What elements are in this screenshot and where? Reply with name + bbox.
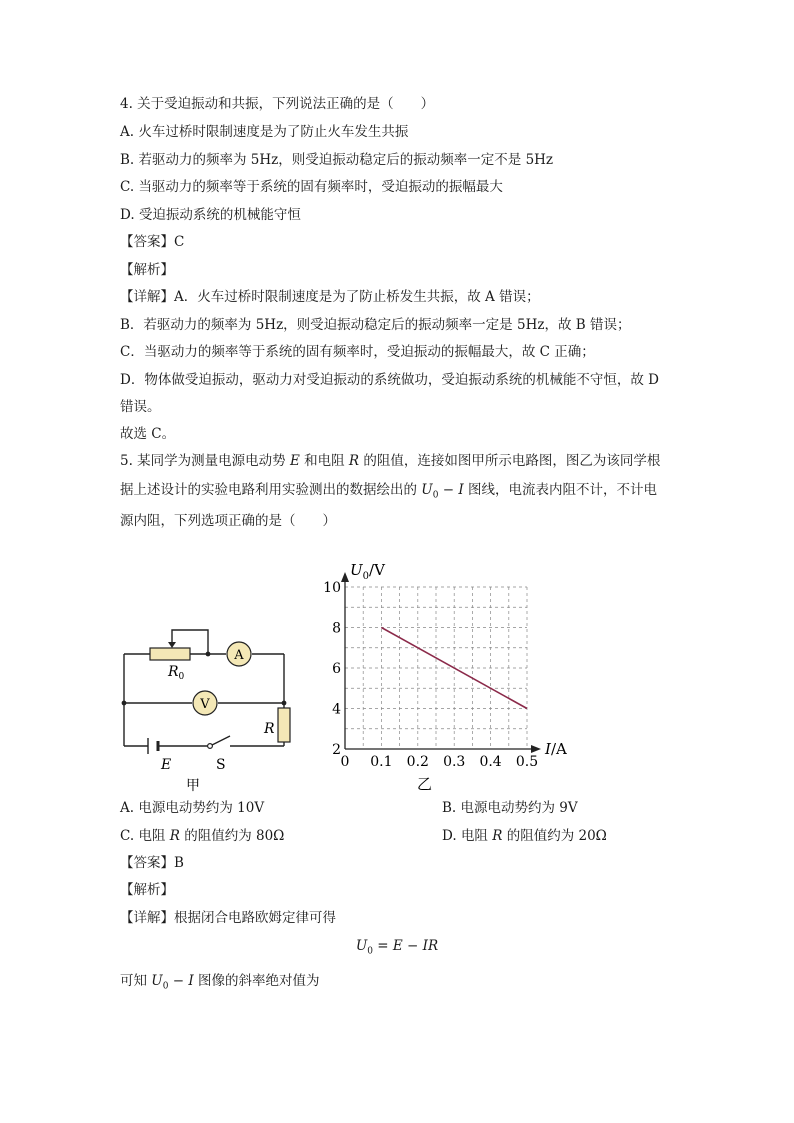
y-tick-label: 2 <box>332 742 341 758</box>
y-axis-arrow <box>341 572 349 582</box>
q5-detail-line: 可知 $U_0 - I$ 图像的斜率绝对值为 <box>120 973 320 992</box>
detail-text: A．火车过桥时限制速度是为了防止桥发生共振，故 A 错误； <box>174 289 540 305</box>
q4-option-b <box>120 151 553 169</box>
q5-answer: 【答案】B <box>120 855 184 871</box>
x-axis-label: I/A <box>545 740 567 758</box>
switch-lever <box>212 736 230 745</box>
switch-contact <box>208 744 213 749</box>
option-text: 当驱动力的频率等于系统的固有频率时，受迫振动的振幅最大 <box>138 179 503 195</box>
e-label: E <box>161 757 172 773</box>
y-tick-label: 4 <box>332 701 341 718</box>
answer-value: C <box>174 234 185 250</box>
junction-dot <box>282 701 287 706</box>
q4-option-c <box>120 178 503 196</box>
x-tick-label: 0.1 <box>370 754 393 770</box>
q4-analysis-tag: 【解析】 <box>120 262 174 278</box>
x-tick-label: 0.3 <box>443 754 466 770</box>
q5-detail-line: 【详解】根据闭合电路欧姆定律可得 <box>120 910 336 926</box>
q5-equation: $U_0 = E$ − IR <box>355 938 439 957</box>
q4-detail-line <box>120 288 540 306</box>
resistor-r <box>278 708 290 742</box>
x-tick-label: 0.2 <box>406 754 429 770</box>
q4-option-d <box>120 206 301 224</box>
option-label: C. <box>120 179 135 195</box>
q5-stem-line: 源内阻，下列选项正确的是（ ） <box>120 513 336 529</box>
option-text: 若驱动力的频率为 5Hz，则受迫振动稳定后的振动频率一定不是 5Hz <box>138 152 554 168</box>
detail-tag: 【详解】 <box>120 289 174 305</box>
option-label: A. <box>120 124 135 140</box>
q5-option-b: B. 电源电动势约为 9V <box>442 800 578 816</box>
y-tick-label: 6 <box>332 661 341 677</box>
answer-tag: 【答案】 <box>120 234 174 250</box>
q5-analysis-tag: 【解析】 <box>120 882 174 898</box>
q4-stem: 4. 关于受迫振动和共振，下列说法正确的是（ ） <box>120 96 435 112</box>
circuit-diagram <box>110 620 310 800</box>
u0-i-chart <box>310 555 580 805</box>
option-text: 受迫振动系统的机械能守恒 <box>138 207 301 223</box>
q4-detail-line: C．当驱动力的频率等于系统的固有频率时，受迫振动的振幅最大，故 C 正确； <box>120 344 595 360</box>
junction-dot <box>122 701 127 706</box>
x-tick-label: 0.4 <box>479 754 502 770</box>
r-label: R <box>264 721 275 737</box>
x-tick-label: 0.5 <box>515 754 539 770</box>
q4-detail-line: B．若驱动力的频率为 5Hz，则受迫振动稳定后的振动频率一定是 5Hz，故 B 错误； <box>120 317 631 333</box>
s-label: S <box>216 757 226 773</box>
x-axis-arrow <box>531 745 541 753</box>
figure-a-caption: 甲 <box>186 778 200 794</box>
option-label: D. <box>120 207 135 223</box>
q5-stem-line: 据上述设计的实验电路利用实验测出的数据绘出的 $U_0 - I$ 图线，电流表内阻不计，不计电 <box>120 482 657 501</box>
q4-detail-line: 错误。 <box>120 399 161 415</box>
q5-option-a: A. 电源电动势约为 10V <box>120 800 265 816</box>
y-axis-label: $U_0/V$ <box>350 561 385 582</box>
rheostat-slider-arrow <box>168 642 176 648</box>
y-tick-label: 8 <box>332 620 341 637</box>
q4-conclusion: 故选 C。 <box>120 426 176 442</box>
y-tick-label: 10 <box>323 580 341 596</box>
junction-dot <box>206 652 211 657</box>
figure-b-caption: 乙 <box>417 775 433 793</box>
r0-label: $R_0$ <box>168 664 185 682</box>
ammeter-label: A <box>234 648 244 663</box>
q5-stem-line: 5. 某同学为测量电源电动势 E 和电阻 R 的阻值，连接如图甲所示电路图，图乙为该同学根 <box>120 453 661 469</box>
q4-detail-line: D．物体做受迫振动，驱动力对受迫振动的系统做功，受迫振动系统的机械能不守恒，故 D <box>120 372 659 388</box>
q4-answer <box>120 233 184 251</box>
x-tick-label: 0 <box>340 754 350 770</box>
q4-option-a <box>120 123 408 141</box>
option-label: B. <box>120 152 135 168</box>
voltmeter-label: V <box>200 697 210 712</box>
q5-option-c: C. 电阻 R 的阻值约为 80Ω <box>120 828 285 844</box>
q5-option-d: D. 电阻 R 的阻值约为 20Ω <box>442 828 607 844</box>
chart-grid <box>345 587 527 749</box>
rheostat-r0 <box>150 648 190 660</box>
option-text: 火车过桥时限制速度是为了防止火车发生共振 <box>138 124 409 140</box>
